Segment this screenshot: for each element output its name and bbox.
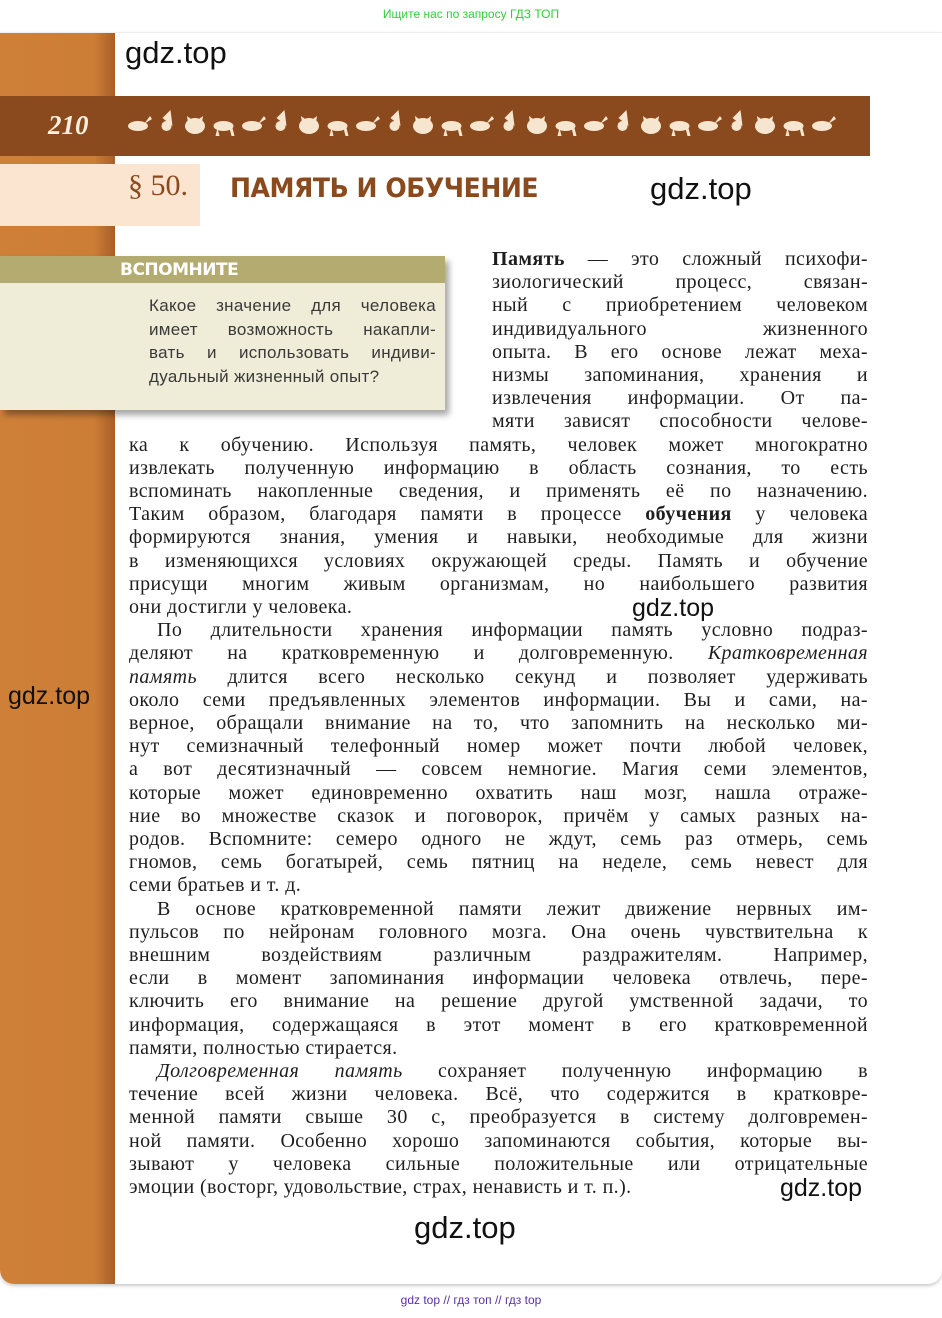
text-line	[492, 271, 868, 294]
animal-silhouette-icon	[732, 110, 743, 131]
animal-silhouette-icon	[356, 116, 380, 131]
text-segment: памяти, полностью стирается.	[129, 1036, 398, 1059]
animal-silhouette-icon	[812, 116, 836, 131]
text-segment: ный с приобретением человеком	[492, 294, 868, 317]
section-title: ПАМЯТЬ И ОБУЧЕНИЕ	[230, 173, 539, 204]
text-line	[129, 1083, 868, 1106]
text-line	[129, 712, 868, 735]
text-segment: а вот десятизначный — совсем немногие. Магия семи элементов,	[129, 758, 868, 781]
text-line	[129, 805, 868, 828]
text-line	[129, 1037, 868, 1060]
text-segment: присущи многим живым организмам, но наибольшего развития	[129, 572, 868, 595]
text-line	[129, 735, 868, 758]
animal-silhouette-icon	[128, 116, 152, 131]
text-line	[157, 619, 868, 642]
text-line	[129, 503, 868, 526]
text-line	[129, 689, 868, 712]
animal-silhouette-icon	[527, 116, 547, 134]
text-line	[129, 944, 868, 967]
text-segment: В основе кратковременной памяти лежит движение нервных им-	[157, 897, 868, 920]
text-segment: деляют на кратковременную и долговременную.	[129, 642, 708, 665]
text-segment: пульсов по нейронам головного мозга. Она очень чувствительна к	[129, 920, 868, 943]
page-header-band	[0, 96, 870, 156]
text-line	[129, 921, 868, 944]
text-segment: если в момент запоминания информации человека отвлечь, пере-	[129, 967, 868, 990]
animal-silhouette-icon	[299, 116, 319, 134]
animal-silhouette-icon	[162, 110, 173, 131]
text-segment: низмы запоминания, хранения и	[492, 364, 868, 386]
watermark: gdz.top	[650, 171, 752, 206]
animal-silhouette-icon	[618, 110, 629, 131]
animal-silhouettes-icon	[122, 106, 842, 142]
recall-line: имеет возможность накапли-	[149, 319, 436, 339]
text-segment: семи братьев и т. д.	[129, 874, 302, 897]
recall-label: ВСПОМНИТЕ	[120, 260, 239, 280]
text-line	[129, 526, 868, 549]
italic-term: память	[129, 665, 198, 688]
section-number: § 50.	[128, 169, 188, 202]
bold-term: обучения	[645, 503, 732, 526]
animal-silhouette-icon	[556, 121, 577, 136]
text-segment: ка к обучению. Используя память, человек может многократно	[129, 433, 868, 456]
text-segment: информация, содержащаяся в этот момент в его кратковременной	[129, 1013, 868, 1036]
recall-line: Какое значение для человека	[149, 296, 436, 315]
text-segment: сохраняет полученную информацию в	[402, 1060, 868, 1082]
top-search-note: Ищите нас по запросу ГДЗ ТОП	[382, 7, 560, 21]
text-line	[157, 898, 868, 921]
text-segment: они достигли у человека.	[129, 596, 353, 618]
recall-question	[149, 294, 436, 388]
animal-silhouette-icon	[698, 116, 722, 131]
footer-link[interactable]: гдз top	[504, 1293, 542, 1307]
text-segment: извлекать полученную информацию в область сознания, то есть	[129, 456, 868, 479]
text-line	[129, 1106, 868, 1129]
text-line	[492, 410, 868, 433]
text-line	[129, 480, 868, 503]
text-segment: течение всей жизни человека. Всё, что содержится в кратковре-	[129, 1083, 868, 1106]
animal-silhouette-icon	[442, 121, 463, 136]
text-segment: опыта. В его основе лежат меха-	[492, 340, 868, 363]
text-line	[129, 666, 868, 689]
recall-line: вать и использовать индиви-	[149, 343, 436, 362]
text-segment: извлечения информации. От па-	[492, 387, 868, 410]
text-line	[129, 573, 868, 596]
text-line	[492, 318, 868, 341]
text-segment: формируются знания, умения и навыки, необходимые для жизни	[129, 526, 868, 549]
footer-separator: //	[443, 1293, 451, 1307]
text-segment: родов. Вспомните: семеро одного не ждут, семь раз отмерь, семь	[129, 828, 868, 850]
text-line	[157, 1060, 868, 1083]
recall-box-header	[0, 256, 445, 283]
animal-silhouette-icon	[328, 121, 349, 136]
animal-silhouette-icon	[784, 121, 805, 136]
watermark: gdz.top	[414, 1210, 516, 1245]
text-line	[492, 364, 868, 387]
text-line	[129, 758, 868, 781]
footer-separator: //	[494, 1293, 502, 1307]
text-line	[129, 874, 868, 897]
text-line	[492, 387, 868, 410]
text-segment: длится всего несколько секунд и позволяет удерживать	[197, 665, 868, 688]
footer-links	[0, 1293, 942, 1307]
recall-line: дуальный жизненный опыт?	[149, 366, 380, 386]
text-segment: верное, обращали внимание на то, что запомнить на несколько ми-	[129, 712, 868, 734]
text-segment: Таким образом, благодаря памяти в процессе	[129, 503, 646, 526]
text-segment: индивидуального жизненного	[492, 317, 868, 340]
text-segment: эмоции (восторг, удовольствие, страх, ненависть и т. п.).	[129, 1176, 632, 1198]
italic-term: Кратковременная	[707, 642, 868, 665]
animal-silhouette-icon	[413, 116, 433, 134]
text-segment: вспоминать накопленные сведения, и применять её по назначению.	[129, 480, 868, 502]
text-line	[129, 642, 868, 665]
animal-silhouette-icon	[242, 116, 266, 131]
text-segment: около семи предъявленных элементов информации. Вы и сами, на-	[129, 688, 868, 711]
text-segment: в изменяющихся условиях окружающей среды. Память и обучение	[129, 549, 868, 572]
watermark: gdz.top	[632, 594, 715, 622]
text-segment: зывают у человека сильные положительные или отрицательные	[129, 1152, 868, 1175]
text-segment: ной памяти. Особенно хорошо запоминаются события, которые вы-	[129, 1129, 868, 1152]
text-segment: менной памяти свыше 30 с, преобразуется в систему долговремен-	[129, 1106, 868, 1129]
animal-silhouette-icon	[185, 116, 205, 134]
text-line	[129, 550, 868, 573]
textbook-page	[0, 32, 942, 1284]
text-segment: ключить его внимание на решение другой умственной задачи, то	[129, 990, 868, 1013]
text-segment: ние во множестве сказок и поговорок, причём у самых разных на-	[129, 804, 868, 827]
text-line	[129, 782, 868, 805]
watermark: gdz.top	[780, 1174, 863, 1202]
text-line	[129, 967, 868, 990]
animal-silhouette-icon	[214, 121, 235, 136]
text-line	[129, 1130, 868, 1153]
text-line	[492, 248, 868, 271]
footer-link[interactable]: gdz top	[400, 1293, 441, 1307]
text-segment: нут семизначный телефонный номер может почти любой человек,	[129, 735, 868, 758]
animal-silhouette-icon	[670, 121, 691, 136]
animal-silhouette-icon	[390, 110, 401, 131]
text-segment: гномов, семь богатырей, семь пятниц на неделе, семь невест для	[129, 851, 868, 874]
text-line	[129, 457, 868, 480]
text-line	[492, 294, 868, 317]
animal-silhouette-icon	[504, 110, 515, 131]
text-line	[129, 990, 868, 1013]
text-line	[129, 1153, 868, 1176]
animal-silhouette-icon	[470, 116, 494, 131]
animal-silhouette-icon	[584, 116, 608, 131]
text-line	[129, 1176, 868, 1199]
text-line	[129, 1014, 868, 1037]
text-line	[129, 851, 868, 874]
footer-link[interactable]: гдз топ	[453, 1293, 492, 1307]
text-segment: которые может единовременно охватить наш мозг, нашла отраже-	[129, 781, 868, 804]
text-segment: мяти зависят способности челове-	[492, 410, 868, 433]
text-segment: внешним воздействиям различным раздражителям. Например,	[129, 944, 868, 966]
text-line	[129, 828, 868, 851]
text-segment: зиологический процесс, связан-	[492, 271, 868, 294]
animal-silhouette-icon	[276, 110, 287, 131]
animal-silhouette-icon	[755, 116, 775, 134]
recall-box	[0, 256, 445, 410]
text-line	[129, 434, 868, 457]
watermark: gdz.top	[8, 682, 91, 710]
text-line	[129, 596, 868, 619]
page-number: 210	[48, 110, 89, 140]
text-line	[492, 341, 868, 364]
text-segment: у человека	[731, 503, 868, 526]
italic-term: Долговременная память	[157, 1060, 403, 1082]
text-segment: По длительности хранения информации память условно подраз-	[157, 619, 868, 642]
text-segment: — это сложный психофи-	[564, 248, 868, 270]
animal-silhouette-icon	[641, 116, 661, 134]
watermark: gdz.top	[125, 35, 227, 70]
bold-term: Память	[492, 248, 565, 270]
